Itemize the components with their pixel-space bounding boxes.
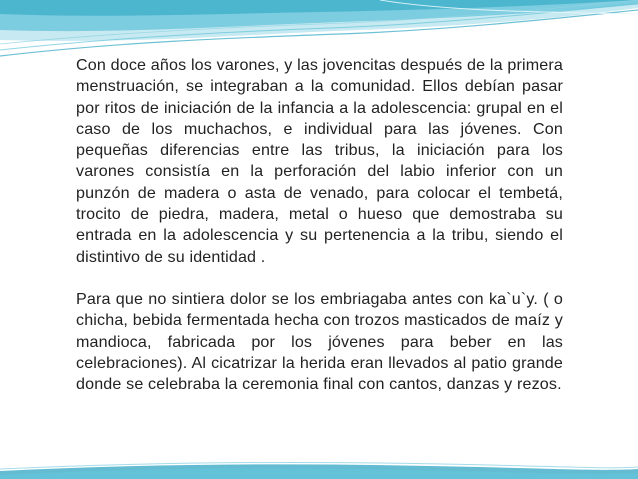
header-wave-decoration — [0, 0, 638, 58]
paragraph-initiation-rites: Con doce años los varones, y las jovencitas después de la primera menstruación, se integraban a la comunidad. Ellos debían pasar por ritos de iniciación de la infancia a la adolescencia: grupal en el caso de los muchachos, e individual para las jóvenes. Con pequeñas diferencias entre las tribus, la iniciación para los varones consistía en la perforación del labio inferior con un punzón de madera o asta de venado, para colocar el tembetá, trocito de piedra, madera, metal o hueso que demostraba su entrada en la adolescencia y su pertenencia a la tribu, siendo el distintivo de su identidad . — [76, 56, 563, 266]
footer-wave-decoration — [0, 459, 638, 479]
slide-body-text — [76, 55, 563, 395]
paragraph-ceremony: Para que no sintiera dolor se los embriagaba antes con ka`u`y. ( o chicha, bebida fermentada hecha con trozos masticados de maíz y mandioca, fabricada por los jóvenes para beber en las celebraciones). Al cicatrizar la herida eran llevados al patio grande donde se celebraba la ceremonia final con cantos, danzas y rezos. — [76, 289, 563, 394]
